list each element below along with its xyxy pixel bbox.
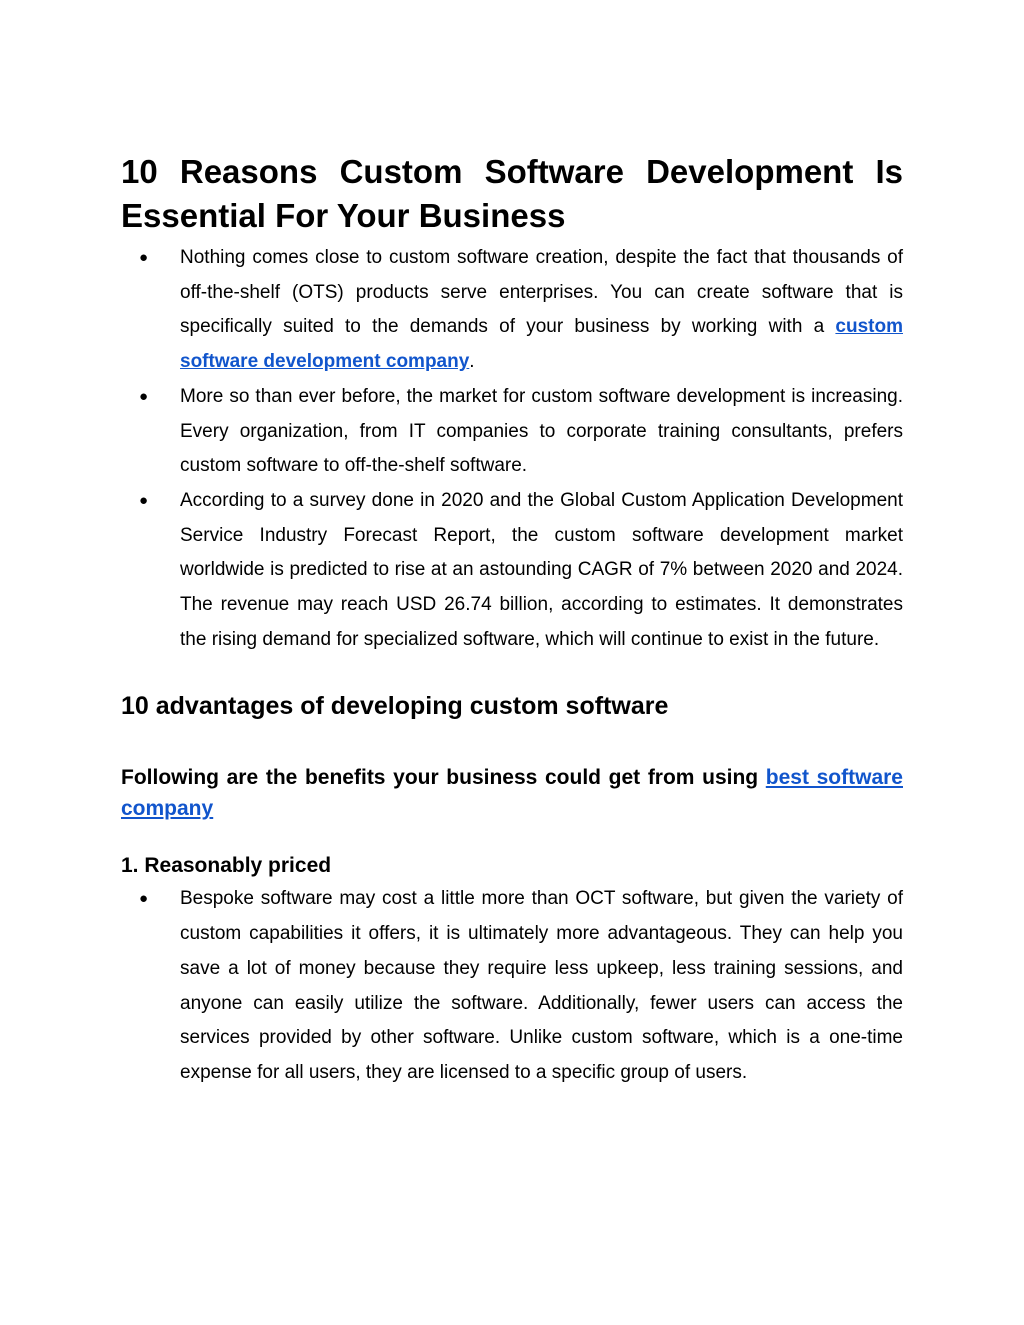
list-item [121,380,903,484]
bullet-text: Nothing comes close to custom software creation, despite the fact that thousands of off-the-shelf (OTS) products serve enterprises. You can create software that is specifically suited to the demands of your business by working with a [180,247,903,338]
bullet-text: Bespoke software may cost a little more than OCT software, but given the variety of custom capabilities it offers, it is ultimately more advantageous. They can help you save a lot of money because they require less upkeep, less training sessions, and anyone can easily utilize the software. Additionally, fewer users can access the services provided by other software. Unlike custom software, which is a one-time expense for all users, they are licensed to a specific group of users. [180,888,903,1083]
bullet-icon: ● [139,491,149,509]
page-title: 10 Reasons Custom Software Development Is Essential For Your Business [121,153,903,234]
bullet-text: More so than ever before, the market for custom software development is increasing. Every organization, from IT companies to corporate training consultants, prefers custom software to off-the-shelf software. [180,385,903,477]
bullet-icon: ● [139,387,149,405]
list-item [121,882,903,1090]
bullet-text-end: . [469,351,475,373]
benefits-lead [121,762,903,824]
intro-bullet-list [121,241,903,657]
sub-heading: 1. Reasonably priced [121,854,332,878]
bullet-icon: ● [139,249,149,266]
list-item [121,484,903,658]
bullet-icon: ● [139,890,149,908]
custom-software-company-link[interactable]: custom software development company [180,316,903,373]
best-software-company-link[interactable]: best software company [121,766,903,821]
section-heading: 10 advantages of developing custom software [121,692,669,721]
document-page [121,150,903,1091]
list-item [121,241,903,380]
priced-bullet-list [121,882,903,1090]
lead-text: Following are the benefits your business could get from using [121,766,766,790]
bullet-text: According to a survey done in 2020 and the Global Custom Application Development Service Industry Forecast Report, the custom software development market worldwide is predicted to rise at an astounding CAGR of 7% between 2020 and 2024. The revenue may reach USD 26.74 billion, according to estimates. It demonstrates the rising demand for specialized software, which will continue to exist in the future. [180,489,903,650]
